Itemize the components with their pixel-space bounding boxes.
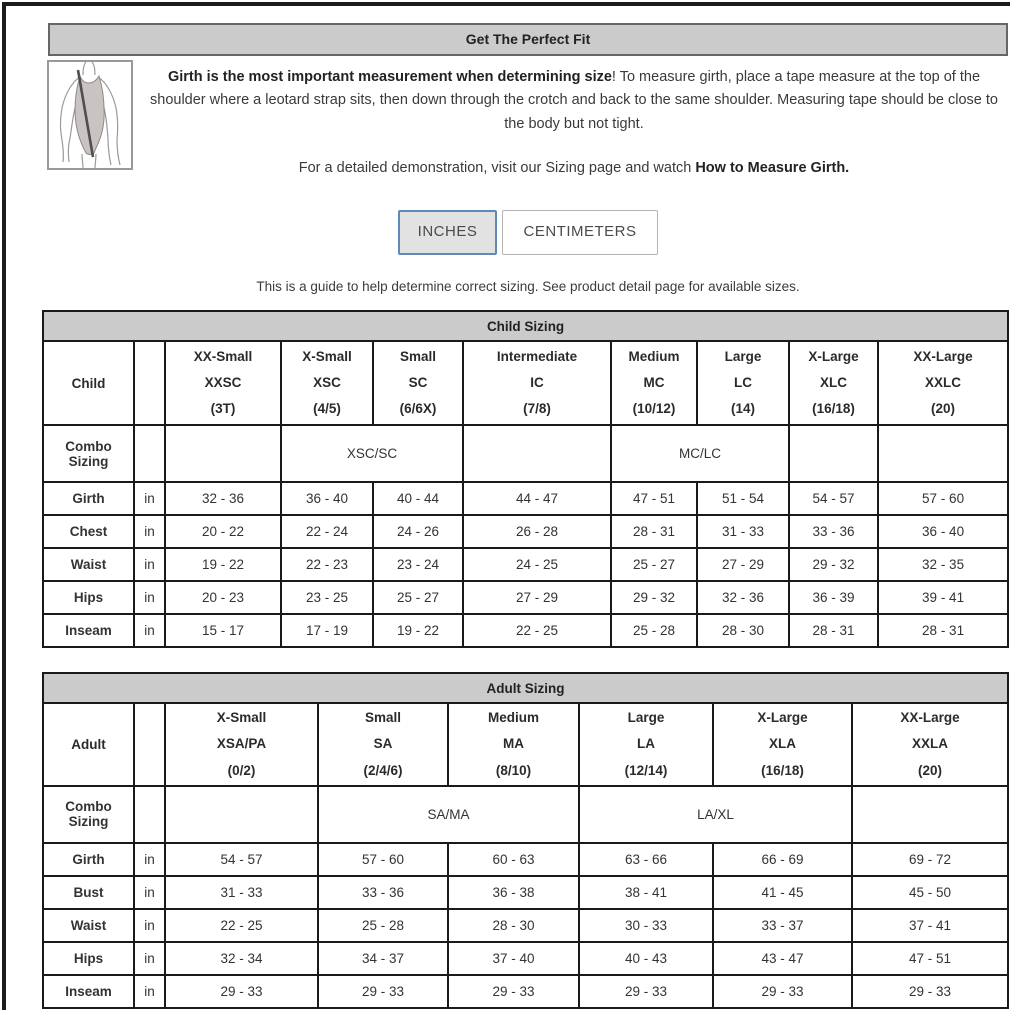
- value-cell: 54 - 57: [165, 843, 318, 876]
- value-cell: 23 - 24: [373, 548, 463, 581]
- value-cell: 25 - 27: [373, 581, 463, 614]
- girth-instructions-lead: Girth is the most important measurement when determining size: [167, 69, 612, 85]
- col-header-small-adult: Small SA (2/4/6): [318, 703, 448, 786]
- demo-text: For a detailed demonstration, visit our Sizing page and watch: [298, 160, 696, 177]
- page-border-top: [2, 2, 1010, 6]
- adult-table-title-row: [43, 673, 1008, 703]
- value-cell: 29 - 32: [789, 548, 878, 581]
- value-cell: 47 - 51: [852, 942, 1008, 975]
- value-cell: 69 - 72: [852, 843, 1008, 876]
- col-header-xx-small-child: XX-Small XXSC (3T): [165, 341, 281, 425]
- value-cell: 20 - 23: [165, 581, 281, 614]
- child-girth-row: [43, 482, 1008, 515]
- value-cell: 41 - 45: [713, 876, 852, 909]
- empty-cell: [852, 786, 1008, 843]
- adult-table-header-row: [43, 703, 1008, 786]
- col-header-xx-large-child: XX-Large XXLC (20): [878, 341, 1008, 425]
- adult-girth-row: [43, 843, 1008, 876]
- value-cell: 29 - 33: [852, 975, 1008, 1008]
- unit-cell: in: [134, 909, 165, 942]
- value-cell: 40 - 44: [373, 482, 463, 515]
- col-header-x-small-child: X-Small XSC (4/5): [281, 341, 373, 425]
- empty-cell: [463, 425, 611, 482]
- intro-section: [47, 60, 1005, 181]
- value-cell: 25 - 27: [611, 548, 697, 581]
- adult-sizing-table: [42, 672, 1009, 1009]
- adult-table-title: Adult Sizing: [43, 673, 1008, 703]
- child-table-title: Child Sizing: [43, 311, 1008, 341]
- unit-cell: in: [134, 614, 165, 647]
- unit-column-header: [134, 341, 165, 425]
- col-header-intermediate-child: Intermediate IC (7/8): [463, 341, 611, 425]
- empty-cell: [789, 425, 878, 482]
- value-cell: 26 - 28: [463, 515, 611, 548]
- demo-bold-text: How to Measure Girth.: [695, 160, 850, 177]
- page-border-left: [2, 2, 6, 1010]
- value-cell: 36 - 40: [878, 515, 1008, 548]
- adult-inseam-row: [43, 975, 1008, 1008]
- value-cell: 29 - 33: [713, 975, 852, 1008]
- combo-sa-ma: SA/MA: [318, 786, 579, 843]
- value-cell: 38 - 41: [579, 876, 713, 909]
- col-header-medium-child: Medium MC (10/12): [611, 341, 697, 425]
- inches-button[interactable]: INCHES: [398, 210, 497, 255]
- row-label: Waist: [43, 909, 134, 942]
- col-header-small-child: Small SC (6/6X): [373, 341, 463, 425]
- col-header-x-small-adult: X-Small XSA/PA (0/2): [165, 703, 318, 786]
- combo-mc-lc: MC/LC: [611, 425, 789, 482]
- value-cell: 31 - 33: [165, 876, 318, 909]
- value-cell: 33 - 36: [318, 876, 448, 909]
- value-cell: 33 - 37: [713, 909, 852, 942]
- value-cell: 29 - 33: [579, 975, 713, 1008]
- col-header-x-large-child: X-Large XLC (16/18): [789, 341, 878, 425]
- value-cell: 44 - 47: [463, 482, 611, 515]
- adult-waist-row: [43, 909, 1008, 942]
- value-cell: 28 - 31: [789, 614, 878, 647]
- guide-note: This is a guide to help determine correct sizing. See product detail page for available sizes.: [256, 279, 800, 294]
- adult-combo-row: [43, 786, 1008, 843]
- girth-instructions-body: ! To measure girth, place a tape measure at the top of the shoulder where a leotard strap sits, then down through the crotch and back to the same shoulder. Measuring tape should be close to the body but not tight.: [150, 69, 998, 132]
- value-cell: 45 - 50: [852, 876, 1008, 909]
- value-cell: 30 - 33: [579, 909, 713, 942]
- value-cell: 32 - 36: [697, 581, 789, 614]
- value-cell: 22 - 23: [281, 548, 373, 581]
- value-cell: 28 - 30: [448, 909, 579, 942]
- value-cell: 37 - 41: [852, 909, 1008, 942]
- unit-cell: in: [134, 548, 165, 581]
- value-cell: 29 - 33: [318, 975, 448, 1008]
- col-header-large-adult: Large LA (12/14): [579, 703, 713, 786]
- value-cell: 28 - 31: [878, 614, 1008, 647]
- child-inseam-row: [43, 614, 1008, 647]
- value-cell: 19 - 22: [373, 614, 463, 647]
- value-cell: 19 - 22: [165, 548, 281, 581]
- row-label: Hips: [43, 942, 134, 975]
- value-cell: 29 - 33: [448, 975, 579, 1008]
- combo-sizing-label: Combo Sizing: [43, 786, 134, 843]
- value-cell: 63 - 66: [579, 843, 713, 876]
- value-cell: 66 - 69: [713, 843, 852, 876]
- adult-corner-label: Adult: [43, 703, 134, 786]
- value-cell: 22 - 25: [463, 614, 611, 647]
- combo-xsc-sc: XSC/SC: [281, 425, 463, 482]
- child-chest-row: [43, 515, 1008, 548]
- value-cell: 57 - 60: [878, 482, 1008, 515]
- value-cell: 32 - 35: [878, 548, 1008, 581]
- intro-text: [133, 60, 1005, 181]
- value-cell: 57 - 60: [318, 843, 448, 876]
- value-cell: 54 - 57: [789, 482, 878, 515]
- col-header-x-large-adult: X-Large XLA (16/18): [713, 703, 852, 786]
- child-sizing-table: [42, 310, 1009, 648]
- value-cell: 17 - 19: [281, 614, 373, 647]
- row-label: Waist: [43, 548, 134, 581]
- row-label: Inseam: [43, 614, 134, 647]
- col-header-medium-adult: Medium MA (8/10): [448, 703, 579, 786]
- unit-column-header: [134, 703, 165, 786]
- value-cell: 37 - 40: [448, 942, 579, 975]
- value-cell: 22 - 25: [165, 909, 318, 942]
- child-corner-label: Child: [43, 341, 134, 425]
- value-cell: 34 - 37: [318, 942, 448, 975]
- value-cell: 28 - 31: [611, 515, 697, 548]
- value-cell: 29 - 32: [611, 581, 697, 614]
- row-label: Girth: [43, 843, 134, 876]
- col-header-xx-large-adult: XX-Large XXLA (20): [852, 703, 1008, 786]
- unit-toggle: [48, 210, 1008, 255]
- child-hips-row: [43, 581, 1008, 614]
- value-cell: 20 - 22: [165, 515, 281, 548]
- page-title: Get The Perfect Fit: [465, 31, 591, 47]
- value-cell: 32 - 36: [165, 482, 281, 515]
- unit-cell: in: [134, 482, 165, 515]
- empty-cell: [165, 425, 281, 482]
- value-cell: 36 - 39: [789, 581, 878, 614]
- child-waist-row: [43, 548, 1008, 581]
- child-table-title-row: [43, 311, 1008, 341]
- value-cell: 60 - 63: [448, 843, 579, 876]
- value-cell: 36 - 40: [281, 482, 373, 515]
- value-cell: 39 - 41: [878, 581, 1008, 614]
- unit-cell: in: [134, 843, 165, 876]
- row-label: Inseam: [43, 975, 134, 1008]
- unit-cell: in: [134, 876, 165, 909]
- value-cell: 27 - 29: [697, 548, 789, 581]
- combo-sizing-label: Combo Sizing: [43, 425, 134, 482]
- adult-bust-row: [43, 876, 1008, 909]
- child-combo-row: [43, 425, 1008, 482]
- value-cell: 51 - 54: [697, 482, 789, 515]
- child-table-header-row: [43, 341, 1008, 425]
- adult-hips-row: [43, 942, 1008, 975]
- empty-cell: [165, 786, 318, 843]
- leotard-diagram-image: [49, 62, 131, 168]
- girth-instructions: [143, 66, 1005, 136]
- unit-cell: in: [134, 942, 165, 975]
- leotard-girth-figure: [47, 60, 133, 170]
- value-cell: 23 - 25: [281, 581, 373, 614]
- col-header-large-child: Large LC (14): [697, 341, 789, 425]
- value-cell: 47 - 51: [611, 482, 697, 515]
- unit-cell: in: [134, 515, 165, 548]
- value-cell: 36 - 38: [448, 876, 579, 909]
- value-cell: 22 - 24: [281, 515, 373, 548]
- value-cell: 33 - 36: [789, 515, 878, 548]
- value-cell: 32 - 34: [165, 942, 318, 975]
- row-label: Chest: [43, 515, 134, 548]
- combo-la-xl: LA/XL: [579, 786, 852, 843]
- unit-cell: in: [134, 975, 165, 1008]
- empty-cell: [134, 425, 165, 482]
- value-cell: 28 - 30: [697, 614, 789, 647]
- value-cell: 24 - 26: [373, 515, 463, 548]
- empty-cell: [878, 425, 1008, 482]
- value-cell: 24 - 25: [463, 548, 611, 581]
- unit-cell: in: [134, 581, 165, 614]
- section-title-bar: [48, 23, 1008, 56]
- row-label: Bust: [43, 876, 134, 909]
- value-cell: 29 - 33: [165, 975, 318, 1008]
- row-label: Girth: [43, 482, 134, 515]
- value-cell: 43 - 47: [713, 942, 852, 975]
- value-cell: 31 - 33: [697, 515, 789, 548]
- value-cell: 15 - 17: [165, 614, 281, 647]
- value-cell: 25 - 28: [611, 614, 697, 647]
- value-cell: 40 - 43: [579, 942, 713, 975]
- row-label: Hips: [43, 581, 134, 614]
- centimeters-button[interactable]: CENTIMETERS: [502, 210, 658, 255]
- value-cell: 25 - 28: [318, 909, 448, 942]
- demo-line: [143, 157, 1005, 180]
- value-cell: 27 - 29: [463, 581, 611, 614]
- empty-cell: [134, 786, 165, 843]
